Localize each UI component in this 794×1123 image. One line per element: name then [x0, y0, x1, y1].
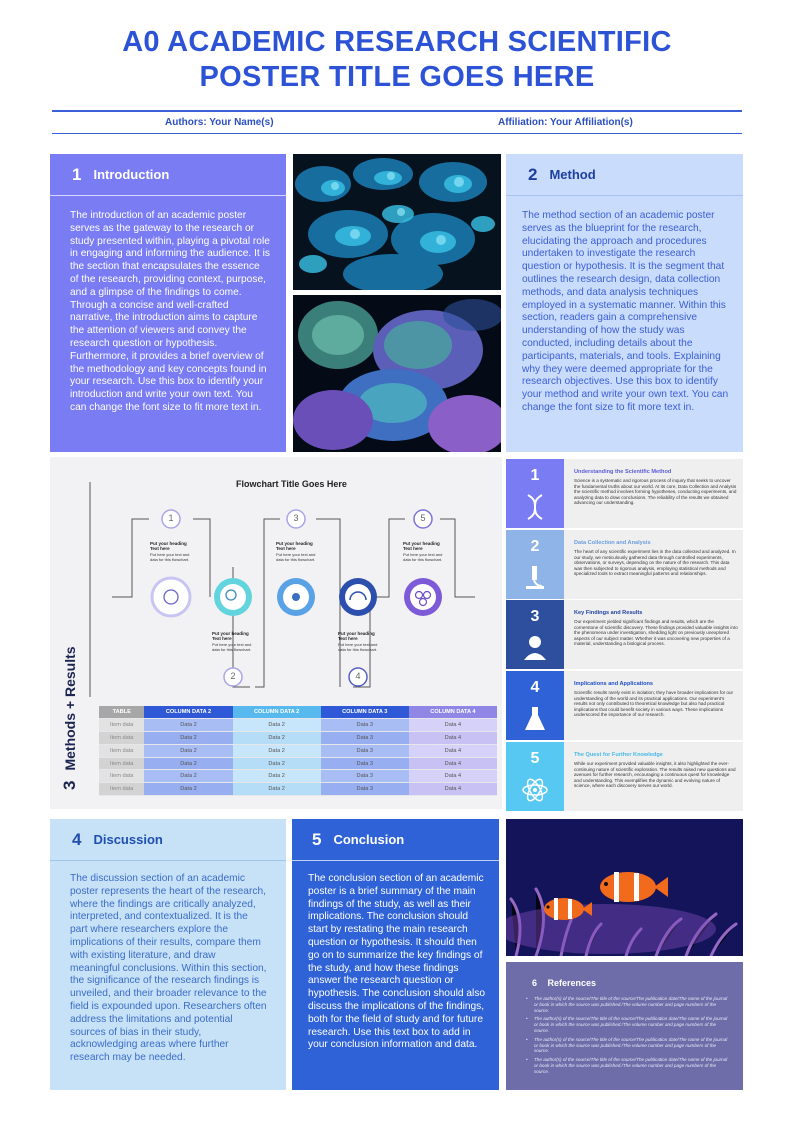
references-header	[532, 978, 596, 988]
step-card-text: Science is a systematic and rigorous process of inquiry that seeks to uncover the fundamental truths about our world. At its core, Data Collection and Analysis the scientific method involves forming hypotheses, conducting experiments, and analyzing data to draw conclusions. The reliability of the results we obtained advancing our understanding.	[574, 478, 737, 506]
table-cell: Data 3	[321, 770, 409, 783]
step-card-number: 3	[530, 608, 540, 625]
table-cell: Item data	[99, 757, 144, 770]
step-card-title: The Quest for Further Knowledge	[574, 752, 663, 758]
table-cell: Data 4	[409, 783, 497, 796]
table-cell: Data 2	[233, 744, 321, 757]
table-cell: Data 3	[321, 757, 409, 770]
table-cell: Data 3	[321, 732, 409, 745]
table-cell: Data 2	[144, 732, 232, 745]
table-cell: Data 3	[321, 719, 409, 732]
method-title: Method	[549, 167, 596, 182]
step-card-text: The heart of any scientific experiment lies in the data collected and analyzed. In our study, we meticulously gathered data through controlled experiments, observations, or surveys, depending on the nature of the research. This data was then subjected to rigorous analysis, employing statistical methods and specialized tools to extract meaningful patterns and relationships.	[574, 549, 736, 577]
poster-title	[60, 25, 734, 95]
discussion-panel	[50, 819, 286, 1090]
method-panel	[506, 154, 743, 452]
table-cell: Item data	[99, 732, 144, 745]
flow-step-3-number: 3	[293, 513, 299, 523]
step-card-text: While our experiment provided valuable insights, it also highlighted the ever-continuing nature of scientific exploration. The results raised new questions and avenues for further research, encouraging a continuous quest for knowledge and understanding. This exemplifies the dynamic and evolving nature of science, where each discovery serves our world.	[574, 761, 736, 789]
flowchart-title: Flowchart Title Goes Here	[236, 479, 347, 489]
reference-bullet: •	[526, 1057, 528, 1063]
flask-icon	[522, 705, 548, 733]
step-card-number: 1	[530, 467, 540, 484]
method-number: 2	[528, 164, 538, 184]
coral-photo-bottom	[293, 295, 501, 452]
table-cell: Data 4	[409, 770, 497, 783]
table-cell: Data 2	[233, 757, 321, 770]
table-cell: Data 2	[233, 719, 321, 732]
table-header-cell: COLUMN DATA 4	[409, 706, 497, 719]
scientist-icon	[522, 634, 548, 662]
reference-bullet: •	[526, 996, 528, 1001]
discussion-title: Discussion	[93, 832, 163, 847]
flow-step-2-text: Put your heading Text here Put here your text and data for this flowchart.	[212, 631, 252, 652]
step-card-number: 5	[530, 750, 540, 767]
step-card-text: Our experiment yielded significant findings and results, which are the cornerstone of scientific discovery. These findings provided valuable insights into the phenomena under investigation, shedding light on previously unexplored aspects of our subject matter. Whether it was uncovering new properties of a material, understanding a biological process.	[574, 619, 738, 647]
reference-bullet: •	[526, 1036, 528, 1042]
step-card-iconbox	[506, 600, 564, 669]
table-cell: Data 2	[233, 770, 321, 783]
table-cell: Data 2	[144, 757, 232, 770]
conclusion-panel	[292, 819, 499, 1090]
table-cell: Item data	[99, 770, 144, 783]
table-cell: Data 4	[409, 719, 497, 732]
table-row	[99, 770, 497, 783]
step-card	[506, 530, 743, 599]
table-cell: Data 2	[144, 719, 232, 732]
flow-step-5-text: Put your heading Text here Put here your text and data for this flowchart.	[403, 541, 443, 562]
table-cell: Data 4	[409, 732, 497, 745]
flow-lightbulb-icon	[152, 578, 190, 616]
method-body: The method section of an academic poster serves as the blueprint for the research, elucidating the approach and procedures undertaken to investigate the research question or hypothesis. It is the segment that outlines the research design, data collection methods, and data analysis techniques employed in a systematic manner. Within this section, readers gain a comprehensive understanding of how the study was conducted, including details about the participants, materials, and tools. Explaining why they were deemed appropriate for the research objectives. Use this box to identify your method and write your own text. You can change the font size to fit more text in.	[522, 210, 729, 413]
flow-step-4-number: 4	[355, 671, 361, 681]
header-rule-top	[52, 110, 742, 112]
table-cell: Data 3	[321, 744, 409, 757]
reference-text: The author(s) of the source/The title of the source/The publication date/The name of the journal or book in which the source was published./The volume number and page numbers of the source.	[534, 1036, 728, 1054]
table-cell: Item data	[99, 744, 144, 757]
methods-results-title: Methods + Results	[62, 646, 78, 771]
step-card	[506, 671, 743, 740]
step-card-title: Understanding the Scientific Method	[574, 469, 672, 475]
introduction-number: 1	[72, 164, 82, 184]
introduction-body: The introduction of an academic poster serves as the gateway to the research or study presented within, playing a pivotal role in engaging and informing the audience. It is the section that encapsulates the essence of the research, providing context, purpose, and a glimpse of the findings to come. Through a concise and well-crafted narrative, the introduction aims to capture the attention of viewers and convey the research question or hypothesis. Furthermore, it provides a brief overview of the methodology and key concepts found in your research. Use this box to identify your introduction and write your own text. You can change the font size to fit more text in.	[70, 210, 270, 413]
microscope-icon	[522, 564, 548, 592]
table-cell: Data 4	[409, 744, 497, 757]
step-card-text: Scientific results rarely exist in isolation; they have broader implications for our understanding of the world and its practical applications. Our experiment's results not only contributed to theoretical knowledge but also had practical implications that could benefit society in various ways. These implications underscored the importance of our research.	[574, 690, 734, 718]
step-card-title: Key Findings and Results	[574, 610, 643, 616]
reference-text: The author(s) of the source/The title of the source/The publication date/The name of the journal or book in which the source was published./The volume number and page numbers of the source.	[534, 1057, 728, 1074]
conclusion-header	[292, 819, 499, 861]
table-cell: Data 3	[321, 783, 409, 796]
step-card-iconbox	[506, 530, 564, 599]
methods-results-number: 3	[60, 780, 79, 790]
step-card-number: 2	[530, 538, 540, 555]
step-card-iconbox	[506, 459, 564, 528]
atom-icon	[522, 776, 548, 804]
step-card-title: Implications and Applications	[574, 681, 654, 687]
step-card	[506, 459, 743, 528]
reference-text: The author(s) of the source/The title of the source/The publication date/The name of the journal or book in which the source was published./The volume number and page numbers of the source.	[534, 1016, 728, 1033]
discussion-header	[50, 819, 286, 861]
step-card-iconbox	[506, 742, 564, 811]
coral-photo-top	[293, 154, 501, 290]
reference-text: The author(s) of the source/The title of the source/The publication date/The name of the journal or book in which the source was published./The volume number and page numbers of the source.	[534, 996, 728, 1013]
references-list	[526, 996, 729, 1078]
introduction-title: Introduction	[93, 167, 170, 182]
table-header-cell: COLUMN DATA 2	[144, 706, 232, 719]
reference-bullet: •	[526, 1016, 528, 1022]
step-card	[506, 600, 743, 669]
conclusion-number: 5	[312, 829, 322, 849]
flowchart	[50, 457, 502, 697]
introduction-header	[50, 154, 286, 196]
reference-item	[526, 1037, 729, 1054]
table-cell: Item data	[99, 719, 144, 732]
table-row	[99, 783, 497, 796]
flow-step-2-number: 2	[230, 671, 236, 681]
table-cell: Data 2	[233, 732, 321, 745]
conclusion-title: Conclusion	[333, 832, 405, 847]
flow-step-3-text: Put your heading Text here Put here your text and data for this flowchart.	[276, 541, 316, 562]
table-row	[99, 757, 497, 770]
method-header	[506, 154, 743, 196]
step-card	[506, 742, 743, 811]
table-row	[99, 732, 497, 745]
references-number: 6	[532, 978, 538, 988]
step-card-iconbox	[506, 671, 564, 740]
introduction-panel	[50, 154, 286, 452]
poster-title-line-1: A0 ACADEMIC RESEARCH SCIENTIFIC	[122, 26, 672, 58]
table-cell: Data 2	[233, 783, 321, 796]
table-header-cell: COLUMN DATA 2	[233, 706, 321, 719]
results-table	[99, 706, 497, 796]
results-table-header	[99, 706, 497, 719]
references-title: References	[547, 978, 597, 988]
table-header-cell: TABLE	[99, 706, 144, 719]
flow-step-4-text: Put your heading Text here Put here your text and data for this flowchart.	[338, 631, 378, 652]
table-cell: Data 2	[144, 744, 232, 757]
step-card-number: 4	[530, 679, 540, 696]
discussion-body: The discussion section of an academic poster represents the heart of the research, where the findings are critically analyzed, interpreted, and contextualized. It is the part where researchers explore the implications of their results, compare them with existing literature, and draw meaningful conclusions. Within this section, the significance of the research findings is unveiled, and their broader relevance to the field is expounded upon. Researchers often address the limitations and potential sources of bias in their study, acknowledging areas where further research may be needed.	[70, 873, 267, 1064]
conclusion-body: The conclusion section of an academic poster is a brief summary of the main findings of the study, as well as their implications. The conclusion should start by restating the main research question or hypothesis. It should then go on to summarize the key findings of the study, and how these findings answer the research question or hypothesis. The conclusion should also discuss the implications of the findings, both for the field of study and for future research. Use this text box to add in your conclusion information and data.	[308, 873, 486, 1051]
table-row	[99, 744, 497, 757]
flow-step-1-number: 1	[168, 513, 174, 523]
clownfish-photo	[506, 819, 743, 956]
table-row	[99, 719, 497, 732]
reference-item	[526, 1016, 729, 1033]
flow-step-1-text: Put your heading Text here Put here your text and data for this flowchart.	[150, 541, 190, 562]
step-card-title: Data Collection and Analysis	[574, 540, 651, 546]
header-rule-bottom	[52, 133, 742, 134]
reference-item	[526, 1057, 729, 1074]
table-cell: Data 2	[144, 783, 232, 796]
table-cell: Data 2	[144, 770, 232, 783]
authors-line: Authors: Your Name(s)	[165, 117, 274, 128]
discussion-number: 4	[72, 829, 82, 849]
table-header-cell: COLUMN DATA 3	[321, 706, 409, 719]
affiliation-line: Affiliation: Your Affiliation(s)	[498, 117, 633, 128]
flow-step-5-number: 5	[420, 513, 426, 523]
dna-icon	[522, 493, 548, 521]
table-cell: Item data	[99, 783, 144, 796]
reference-item	[526, 996, 729, 1013]
references-panel	[506, 962, 743, 1090]
poster-title-line-2: POSTER TITLE GOES HERE	[199, 61, 595, 93]
table-cell: Data 4	[409, 757, 497, 770]
